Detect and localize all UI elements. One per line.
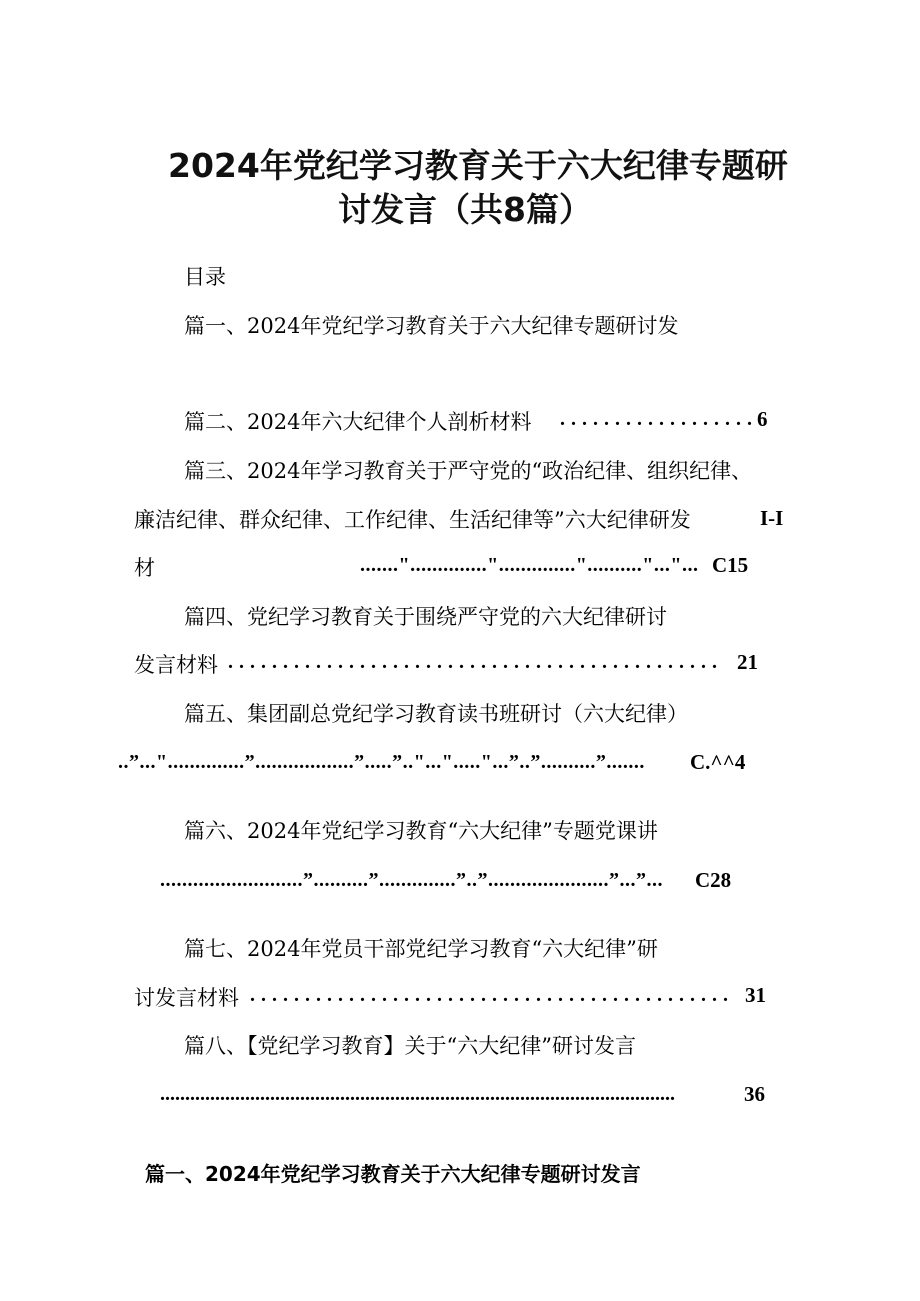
toc-entry-2[interactable]: 篇二、2024年六大纪律个人剖析材料 <box>184 410 532 434</box>
toc-entry-5-page[interactable]: C.^^4 <box>690 750 746 774</box>
toc-entry-8-leader: ....................................................................................................... <box>160 1083 675 1105</box>
toc-entry-2-leader: . . . . . . . . . . . . . . . . . . <box>560 408 753 430</box>
toc-entry-7-line2: 讨发言材料 <box>134 986 239 1010</box>
toc-entry-7-page[interactable]: 31 <box>745 983 766 1007</box>
toc-entry-3-line3: 材 <box>134 556 155 580</box>
toc-entry-3[interactable]: 篇三、2024年学习教育关于严守党的“政治纪律、组织纪律、 <box>184 459 753 483</box>
section-heading: 篇一、2024年党纪学习教育关于六大纪律专题研讨发言 <box>145 1162 641 1186</box>
toc-entry-3-line2-tail: I-I <box>760 506 784 530</box>
toc-entry-3-leader: .......".............."..............".........."..."... <box>360 554 699 576</box>
toc-entry-3-line2: 廉洁纪律、群众纪律、工作纪律、生活纪律等”六大纪律研发 <box>134 508 691 532</box>
toc-entry-3-page[interactable]: C15 <box>712 553 749 577</box>
document-title-line2: 讨发言（共8篇） <box>338 190 592 229</box>
toc-entry-8-page[interactable]: 36 <box>744 1082 765 1106</box>
toc-entry-6-page[interactable]: C28 <box>695 868 732 892</box>
toc-entry-6[interactable]: 篇六、2024年党纪学习教育“六大纪律”专题党课讲 <box>184 819 658 843</box>
toc-entry-2-page[interactable]: 6 <box>757 407 768 431</box>
toc-entry-1[interactable]: 篇一、2024年党纪学习教育关于六大纪律专题研讨发 <box>184 314 679 338</box>
toc-entry-5-leader: ..”..."..............”..................”.....”.."..."....."...”..”..........”....... <box>118 751 645 773</box>
toc-entry-4[interactable]: 篇四、党纪学习教育关于围绕严守党的六大纪律研讨 <box>184 605 667 629</box>
toc-entry-4-page[interactable]: 21 <box>737 650 758 674</box>
toc-entry-7[interactable]: 篇七、2024年党员干部党纪学习教育“六大纪律”研 <box>184 937 658 961</box>
toc-entry-6-leader: ..........................”..........”..............”..”......................”...”... <box>160 869 663 891</box>
toc-entry-7-leader: . . . . . . . . . . . . . . . . . . . . . . . . . . . . . . . . . . . . . . . . . . . . <box>250 984 729 1006</box>
toc-entry-4-leader: . . . . . . . . . . . . . . . . . . . . . . . . . . . . . . . . . . . . . . . . . . . . . <box>228 651 718 673</box>
toc-heading: 目录 <box>184 265 226 289</box>
toc-entry-8[interactable]: 篇八、【党纪学习教育】关于“六大纪律”研讨发言 <box>184 1034 636 1058</box>
document-title-line1: 2024年党纪学习教育关于六大纪律专题研 <box>168 146 788 185</box>
toc-entry-4-line2: 发言材料 <box>134 653 218 677</box>
toc-entry-5[interactable]: 篇五、集团副总党纪学习教育读书班研讨（六大纪律） <box>184 702 688 726</box>
